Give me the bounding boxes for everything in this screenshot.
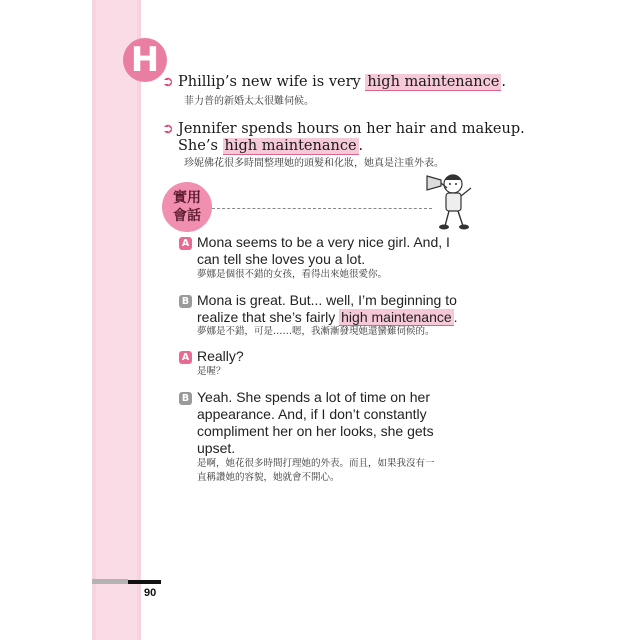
dialogue-2-line1: Mona is great. But... well, I’m beginning to bbox=[197, 292, 457, 308]
dialogue-4-chinese-line1: 是啊，她花很多時間打理她的外表。而且，如果我沒有一 bbox=[197, 458, 435, 469]
margin-strip-inner bbox=[96, 0, 137, 640]
dialogue-1-chinese: 夢娜是個很不錯的女孩，看得出來她很愛你。 bbox=[197, 269, 388, 280]
arrow-bullet-icon: ➲ bbox=[162, 74, 174, 90]
dialogue-2-highlight: high maintenance bbox=[341, 309, 452, 325]
example-2-period: . bbox=[358, 138, 364, 154]
example-1-english bbox=[178, 72, 506, 92]
dialogue-4-chinese-line2: 直稱讚她的容貌，她就會不開心。 bbox=[197, 472, 340, 483]
page-number-bar-grey bbox=[92, 579, 128, 584]
dialogue-heading-badge bbox=[162, 182, 212, 232]
dialogue-3-chinese: 是喔？ bbox=[197, 366, 226, 377]
dialogue-4-line4: upset. bbox=[197, 440, 236, 456]
dialogue-4-line1: Yeah. She spends a lot of time on her bbox=[197, 389, 430, 405]
speaker-a-badge: A bbox=[179, 351, 192, 364]
speaker-a-badge: A bbox=[179, 237, 192, 250]
dialogue-1-line2: can tell she loves you a lot. bbox=[197, 251, 366, 267]
example-2-english-line1: Jennifer spends hours on her hair and makeup. bbox=[178, 121, 525, 137]
example-1-highlight: high maintenance bbox=[367, 74, 500, 90]
page-number: 90 bbox=[144, 587, 157, 599]
example-1-text: Phillip’s new wife is very bbox=[178, 74, 366, 90]
example-2-chinese: 珍妮佛花很多時間整理她的頭髮和化妝，她真是注重外表。 bbox=[184, 158, 444, 169]
speaker-b-badge: B bbox=[179, 295, 192, 308]
example-1-chinese: 菲力普的新婚太太很難伺候。 bbox=[184, 96, 314, 107]
example-2-highlight: high maintenance bbox=[224, 138, 357, 154]
arrow-bullet-icon: ➲ bbox=[162, 121, 174, 137]
dialogue-3-line1: Really? bbox=[197, 348, 244, 364]
dialogue-4-line3: compliment her on her looks, she gets bbox=[197, 423, 434, 439]
dialogue-1-line1: Mona seems to be a very nice girl. And, I bbox=[197, 234, 450, 250]
page-number-bar-black bbox=[128, 580, 161, 584]
dialogue-heading-line1: 實用 bbox=[173, 190, 201, 206]
example-1-period: . bbox=[501, 74, 506, 90]
cheering-man-megaphone-icon bbox=[425, 168, 477, 230]
example-2-english-line2 bbox=[178, 136, 363, 156]
dialogue-heading-line2: 會話 bbox=[173, 208, 201, 224]
dialogue-2-period: . bbox=[453, 309, 458, 325]
dialogue-2-text: realize that she’s fairly bbox=[197, 309, 340, 325]
section-letter-badge: H bbox=[123, 38, 167, 82]
dialogue-2-line2 bbox=[197, 309, 462, 327]
dialogue-2-chinese: 夢娜是不錯，可是……嗯，我漸漸發現她還蠻難伺候的。 bbox=[197, 326, 435, 337]
dialogue-divider bbox=[212, 208, 432, 209]
dialogue-4-line2: appearance. And, if I don’t constantly bbox=[197, 406, 427, 422]
speaker-b-badge: B bbox=[179, 392, 192, 405]
example-2-text: She’s bbox=[178, 138, 223, 154]
